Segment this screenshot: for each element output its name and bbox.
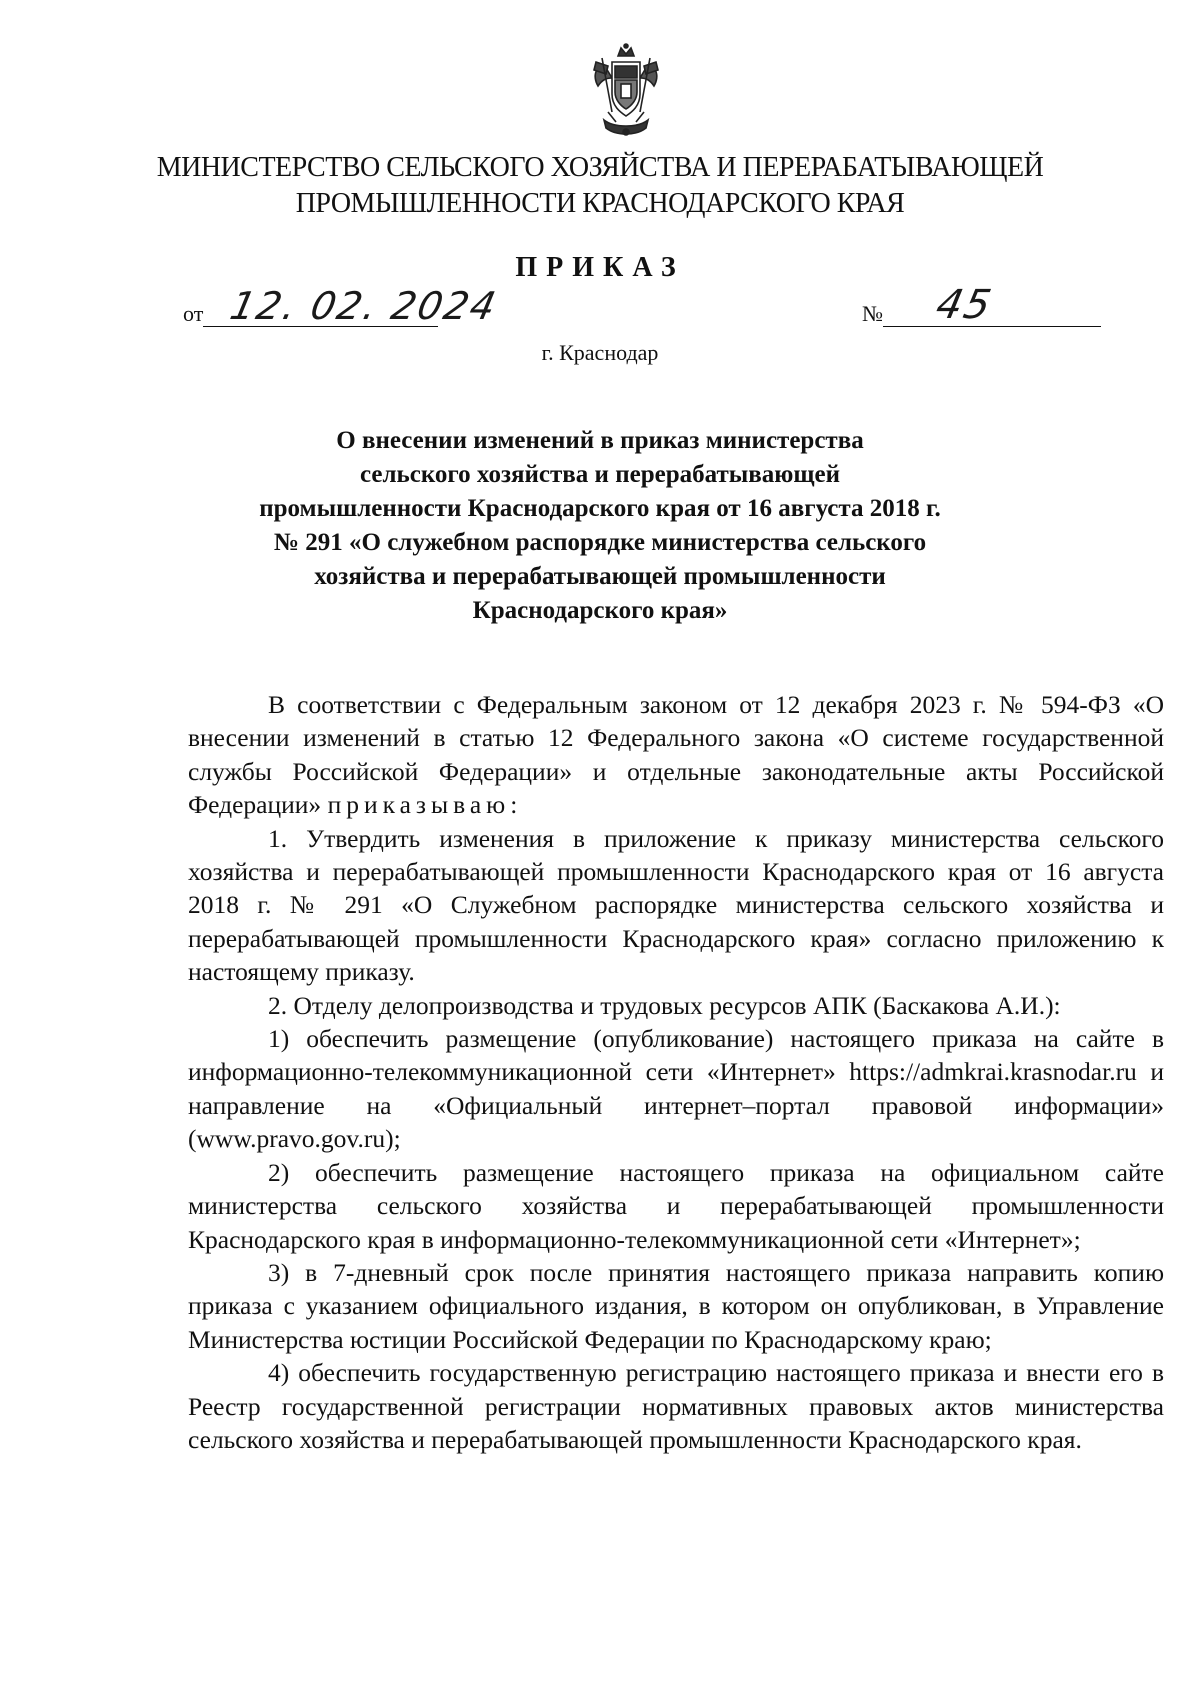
ministry-name-line-2: ПРОМЫШЛЕННОСТИ КРАСНОДАРСКОГО КРАЯ (295, 188, 905, 219)
document-body (188, 688, 1164, 1456)
number-label: № (862, 301, 883, 326)
coat-of-arms-icon (588, 42, 664, 142)
title-line-4: № 291 «О служебном распорядке министерства сельского (273, 529, 927, 556)
number-value: 45 (932, 282, 997, 328)
date-field (183, 284, 502, 328)
title-line-5: хозяйства и перерабатывающей промышленности (314, 563, 886, 590)
title-line-1: О внесении изменений в приказ министерства (336, 427, 864, 454)
title-line-3: промышленности Краснодарского края от 16 августа 2018 г. (259, 495, 941, 522)
ministry-name-line-1: МИНИСТЕРСТВО СЕЛЬСКОГО ХОЗЯЙСТВА И ПЕРЕРАБАТЫВАЮЩЕЙ (156, 152, 1044, 183)
title-line-2: сельского хозяйства и перерабатывающей (360, 461, 840, 488)
preamble-paragraph (188, 688, 1164, 822)
number-line (883, 282, 1101, 328)
document-title (150, 424, 1050, 628)
date-value: 12. 02. 2024 (226, 284, 502, 328)
number-field (862, 282, 1101, 328)
ministry-name (150, 150, 1050, 222)
document-type-heading: ПРИКАЗ (515, 252, 685, 283)
item-2-4: 4) обеспечить государственную регистрацию настоящего приказа и внести его в Реестр государственной регистрации нормативных правовых актов министерства сельского хозяйства и перерабатывающей промышленности Краснодарского края. (188, 1358, 1164, 1454)
item-2-2: 2) обеспечить размещение настоящего приказа на официальном сайте министерства сельского хозяйства и перерабатывающей промышленности Краснодарского края в информационно-телекоммуникационной сети «Интернет»; (188, 1157, 1164, 1254)
item-2: 2. Отделу делопроизводства и трудовых ресурсов АПК (Баскакова А.И.): (268, 990, 1061, 1020)
order-word: приказываю: (327, 790, 523, 820)
title-line-6: Краснодарского края» (472, 597, 728, 624)
date-line (203, 284, 502, 328)
date-label: от (183, 301, 204, 326)
city-label: г. Краснодар (541, 340, 659, 365)
item-2-3: 3) в 7-дневный срок после принятия настоящего приказа направить копию приказа с указанием официального издания, в котором он опубликован, в Управление Министерства юстиции Российской Федерации по Краснодарскому краю; (188, 1257, 1164, 1354)
item-2-1: 1) обеспечить размещение (опубликование) настоящего приказа на сайте в информационно-телекоммуникационной сети «Интернет» https://admkrai.krasnodar.ru и направление на «Официальный интернет–портал правовой информации» (www.pravo.gov.ru); (188, 1024, 1164, 1154)
item-1: 1. Утвердить изменения в приложение к приказу министерства сельского хозяйства и перерабатывающей промышленности Краснодарского края от 16 августа 2018 г. № 291 «О Служебном распорядке министерства сельского хозяйства и перерабатывающей промышленности Краснодарского края» согласно приложению к настоящему приказу. (188, 823, 1164, 987)
preamble-text: В соответствии с Федеральным законом от 12 декабря 2023 г. № 594-ФЗ «О внесении изменений в статью 12 Федерального закона «О системе государственной службы Российской Федерации» и отдельные законодательные акты Российской Федерации» (188, 690, 1164, 820)
